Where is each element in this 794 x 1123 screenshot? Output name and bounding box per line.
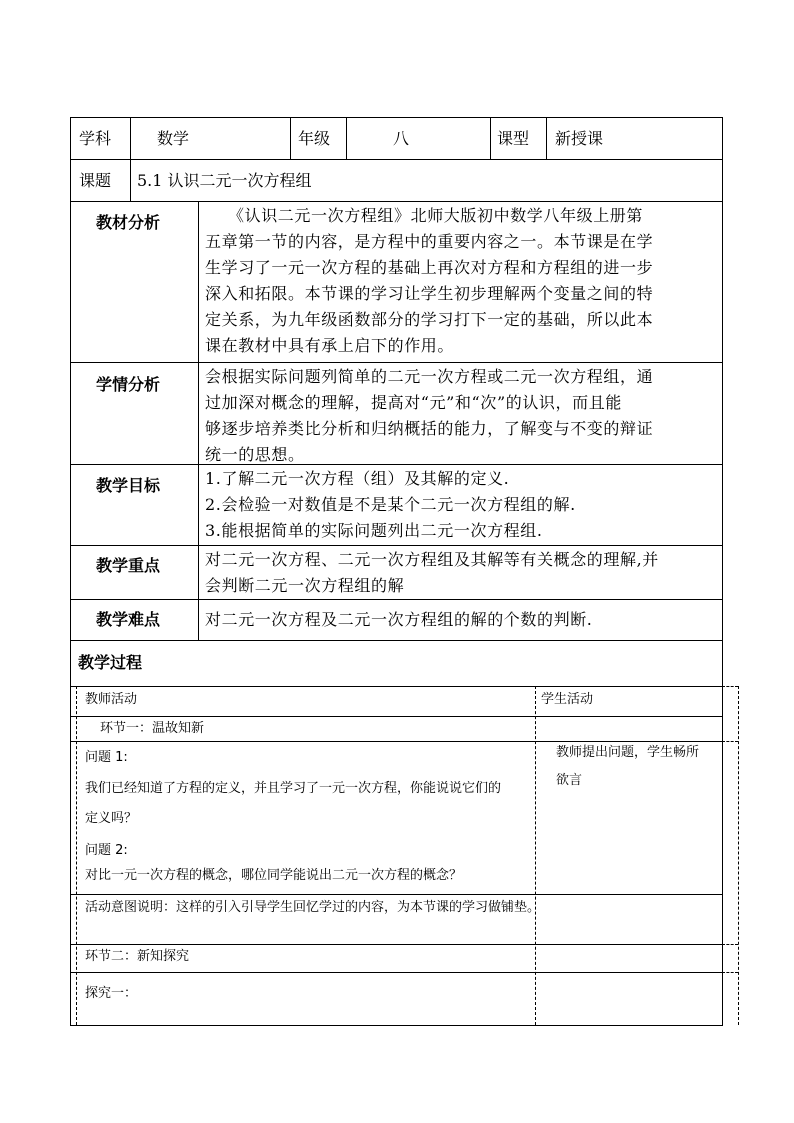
lesson-type-label: 课型 bbox=[497, 129, 530, 148]
text-line: 定关系，为九年级函数部分的学习打下一定的基础，所以此本 bbox=[205, 310, 654, 329]
process-row-divider bbox=[70, 972, 723, 973]
dashed-extension bbox=[722, 972, 738, 973]
objectives-text bbox=[205, 466, 576, 544]
student-activity-line: 欲言 bbox=[556, 773, 583, 788]
col-divider bbox=[198, 201, 199, 640]
col-divider bbox=[130, 117, 131, 201]
text-line: 对二元一次方程、二元一次方程组及其解等有关概念的理解,并 bbox=[205, 550, 659, 569]
student-activity-header: 学生活动 bbox=[541, 692, 594, 707]
textbook-analysis-text bbox=[205, 203, 653, 359]
row-divider bbox=[70, 362, 723, 363]
text-line: 统一的思想。 bbox=[205, 445, 305, 464]
text-line: 深入和拓限。本节课的学习让学生初步理解两个变量之间的特 bbox=[205, 284, 654, 303]
step-one-label: 环节一：温故知新 bbox=[100, 721, 205, 736]
text-line: 会根据实际问题列简单的二元一次方程或二元一次方程组，通 bbox=[205, 367, 654, 386]
difficulties-text bbox=[205, 607, 593, 633]
col-divider bbox=[490, 117, 491, 159]
process-row-divider bbox=[70, 741, 723, 742]
text-line: 会判断二元一次方程组的解 bbox=[205, 576, 405, 595]
question-2-line: 对比一元一次方程的概念，哪位同学能说出二元一次方程的概念？ bbox=[85, 868, 463, 883]
key-points-text bbox=[205, 547, 659, 599]
row-divider bbox=[70, 599, 723, 600]
section-label-student-analysis: 学情分析 bbox=[96, 375, 161, 394]
section-label-objectives: 教学目标 bbox=[96, 476, 161, 495]
student-activity-line: 教师提出问题，学生畅所 bbox=[556, 745, 700, 760]
text-line: 对二元一次方程及二元一次方程组的解的个数的判断. bbox=[205, 610, 593, 629]
text-line: 《认识二元一次方程组》北师大版初中数学八年级上册第 bbox=[228, 206, 644, 225]
text-line: 五章第一节的内容，是方程中的重要内容之一。本节课是在学 bbox=[205, 232, 654, 251]
topic-value: 5.1 认识二元一次方程组 bbox=[137, 171, 312, 190]
table-bottom-border bbox=[70, 1025, 723, 1026]
text-line: 生学习了一元一次方程的基础上再次对方程和方程组的进一步 bbox=[205, 258, 654, 277]
row-divider bbox=[70, 686, 723, 687]
row-divider bbox=[70, 545, 723, 546]
process-title: 教学过程 bbox=[78, 653, 143, 672]
question-1-line: 我们已经知道了方程的定义，并且学习了一元一次方程，你能说说它们的 bbox=[85, 781, 502, 796]
activity-intent: 活动意图说明：这样的引入引导学生回忆学过的内容，为本节课的学习做铺垫。 bbox=[85, 900, 541, 915]
col-divider bbox=[290, 117, 291, 159]
section-label-textbook-analysis: 教材分析 bbox=[96, 213, 161, 232]
process-row-divider bbox=[70, 894, 723, 895]
outer-right-dashed bbox=[738, 686, 739, 1025]
text-line: 够逐步培养类比分析和归纳概括的能力，了解变与不变的辩证 bbox=[205, 419, 654, 438]
teacher-activity-header: 教师活动 bbox=[85, 692, 138, 707]
text-line: 3.能根据简单的实际问题列出二元一次方程组. bbox=[205, 521, 543, 540]
grade-value: 八 bbox=[393, 129, 410, 148]
subject-label: 学科 bbox=[79, 129, 112, 148]
process-left-dashed bbox=[76, 686, 77, 1025]
section-label-key-points: 教学重点 bbox=[96, 556, 161, 575]
dashed-extension bbox=[722, 741, 738, 742]
text-line: 2.会检验一对数值是不是某个二元一次方程组的解. bbox=[205, 495, 576, 514]
text-line: 过加深对概念的理解，提高对“元”和“次”的认识，而且能 bbox=[205, 393, 622, 412]
dashed-extension bbox=[722, 686, 738, 687]
question-2-label: 问题 2: bbox=[85, 843, 128, 858]
topic-label: 课题 bbox=[79, 171, 112, 190]
explore-one-label: 探究一： bbox=[85, 986, 138, 1001]
question-1-line: 定义吗？ bbox=[85, 811, 138, 826]
col-divider bbox=[346, 117, 347, 159]
col-divider bbox=[546, 117, 547, 159]
step-two-label: 环节二：新知探究 bbox=[85, 949, 190, 964]
table-left-border bbox=[70, 117, 71, 1025]
row-divider bbox=[70, 159, 723, 160]
process-row-divider bbox=[70, 716, 723, 717]
subject-value: 数学 bbox=[157, 129, 190, 148]
table-right-border bbox=[722, 117, 723, 1025]
student-col-dashed bbox=[535, 686, 536, 1025]
process-row-divider bbox=[70, 944, 723, 945]
text-line: 课在教材中具有承上启下的作用。 bbox=[205, 336, 455, 355]
grade-label: 年级 bbox=[298, 129, 331, 148]
row-divider bbox=[70, 640, 723, 641]
lesson-type-value: 新授课 bbox=[555, 129, 604, 148]
student-analysis-text bbox=[205, 364, 653, 468]
question-1-label: 问题 1: bbox=[85, 750, 128, 765]
row-divider bbox=[70, 201, 723, 202]
section-label-difficulties: 教学难点 bbox=[96, 610, 161, 629]
text-line: 1.了解二元一次方程（组）及其解的定义. bbox=[205, 469, 510, 488]
table-top-border bbox=[70, 117, 723, 118]
dashed-extension bbox=[722, 944, 738, 945]
